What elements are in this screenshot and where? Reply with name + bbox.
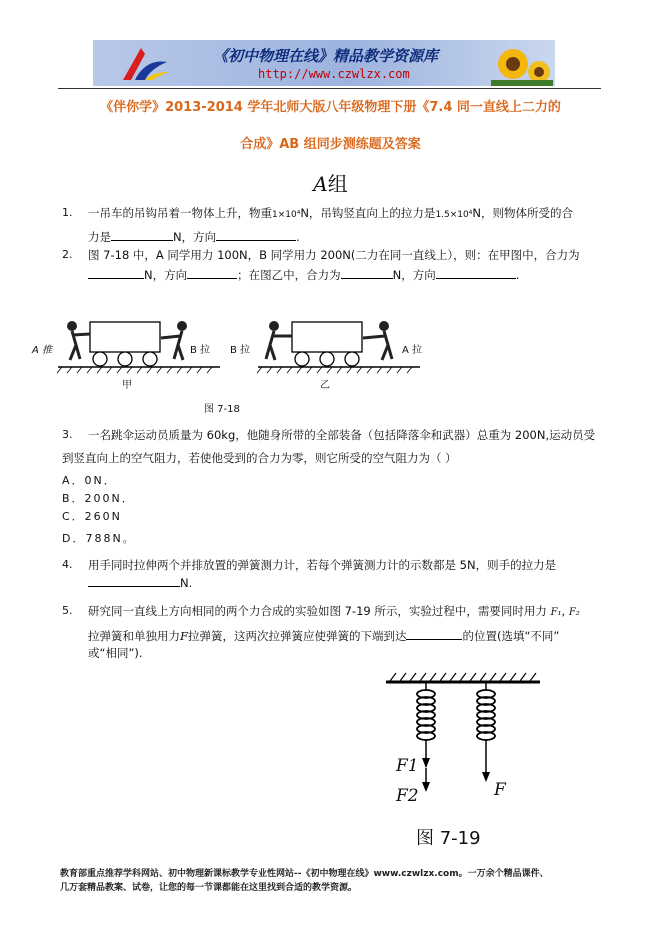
- sunflower-icon: [491, 42, 553, 86]
- answer-blank[interactable]: [436, 268, 516, 279]
- question-1-line1: 一吊车的吊钩吊着一物体上升，物重1×10⁴N，吊钩竖直向上的拉力是1.5×10⁴N，则物体所受的合: [88, 206, 573, 220]
- question-3-option-b[interactable]: B．200N．: [62, 492, 135, 505]
- section-letter: A: [313, 172, 328, 196]
- banner-title: 《初中物理在线》精品教学资源库: [213, 47, 439, 65]
- figure-7-18: [30, 312, 450, 415]
- question-5-line2: 拉弹簧和单独用力F拉弹簧，这两次拉弹簧应使弹簧的下端到达 的位置(选填“不同”: [88, 629, 560, 643]
- question-3-line2: 到竖直向上的空气阻力，若使他受到的合力为零，则它所受的空气阻力为（ ）: [62, 451, 457, 465]
- document-title-line1: 《伴你学》2013-2014 学年北师大版八年级物理下册《7.4 同一直线上二力的: [100, 100, 561, 115]
- question-5-number: 5.: [62, 604, 73, 617]
- question-3-option-d[interactable]: D．788N。: [62, 532, 136, 545]
- section-word: 组: [327, 172, 348, 196]
- footer-line1: 教育部重点推荐学科网站、初中物理新课标教学专业性网站--《初中物理在线》www.czwlzx.com。一万余个精品课件、: [60, 869, 549, 879]
- figure-7-19-caption: 图 7-19: [416, 828, 481, 849]
- question-3-option-a[interactable]: A．0N．: [62, 474, 117, 487]
- question-5-line3: 或“相同”).: [88, 646, 143, 660]
- label-f2: F2: [396, 786, 419, 806]
- label-a-pull: A 拉: [402, 345, 423, 356]
- figure-7-19: [380, 672, 550, 857]
- label-f1: F1: [396, 756, 419, 776]
- question-4-line1: 用手同时拉伸两个并排放置的弹簧测力计，若每个弹簧测力计的示数都是 5N，则手的拉力是: [88, 558, 557, 572]
- question-4-number: 4.: [62, 558, 73, 571]
- figure-7-18-caption: 图 7-18: [204, 404, 240, 415]
- answer-blank[interactable]: [406, 629, 462, 640]
- header-banner: [93, 40, 555, 86]
- label-f: F: [494, 780, 506, 800]
- question-3-option-c[interactable]: C．260N: [62, 510, 122, 523]
- label-a-push: A 推: [32, 345, 53, 356]
- label-yi: 乙: [320, 380, 330, 391]
- question-1-number: 1.: [62, 206, 73, 219]
- question-2-line1: 图 7-18 中，A 同学用力 100N，B 同学用力 200N(二力在同一直线上），则：在甲图中，合力为: [88, 248, 580, 262]
- label-jia: 甲: [122, 380, 132, 391]
- answer-blank[interactable]: [341, 268, 393, 279]
- question-3-line1: 一名跳伞运动员质量为 60kg，他随身所带的全部装备（包括降落伞和武器）总重为 200N,运动员受: [88, 428, 596, 442]
- section-heading: [0, 168, 661, 197]
- question-2-number: 2.: [62, 248, 73, 261]
- question-4-line2: N.: [88, 576, 192, 590]
- question-1-line2: 力是 N，方向 .: [88, 230, 300, 244]
- answer-blank[interactable]: [111, 230, 173, 241]
- label-b-pull-left: B 拉: [190, 345, 211, 356]
- banner-url[interactable]: http://www.czwlzx.com: [258, 67, 410, 81]
- answer-blank[interactable]: [187, 268, 237, 279]
- answer-blank[interactable]: [88, 576, 180, 587]
- label-b-pull-right: B 拉: [230, 345, 251, 356]
- question-3-number: 3.: [62, 428, 73, 441]
- footer-line2: 几万套精品教案、试卷，让您的每一节课都能在这里找到合适的教学资源。: [60, 883, 358, 893]
- document-title-line2: 合成》AB 组同步测练题及答案: [240, 137, 421, 152]
- answer-blank[interactable]: [216, 230, 296, 241]
- header-divider: [58, 88, 601, 89]
- answer-blank[interactable]: [88, 268, 144, 279]
- site-logo-icon: [115, 44, 175, 84]
- question-2-line2: N，方向 ；在图乙中，合力为 N，方向 .: [88, 267, 519, 283]
- question-5-line1: 研究同一直线上方向相同的两个力合成的实验如图 7-19 所示，实验过程中，需要同时用力 F₁, F₂: [88, 604, 580, 618]
